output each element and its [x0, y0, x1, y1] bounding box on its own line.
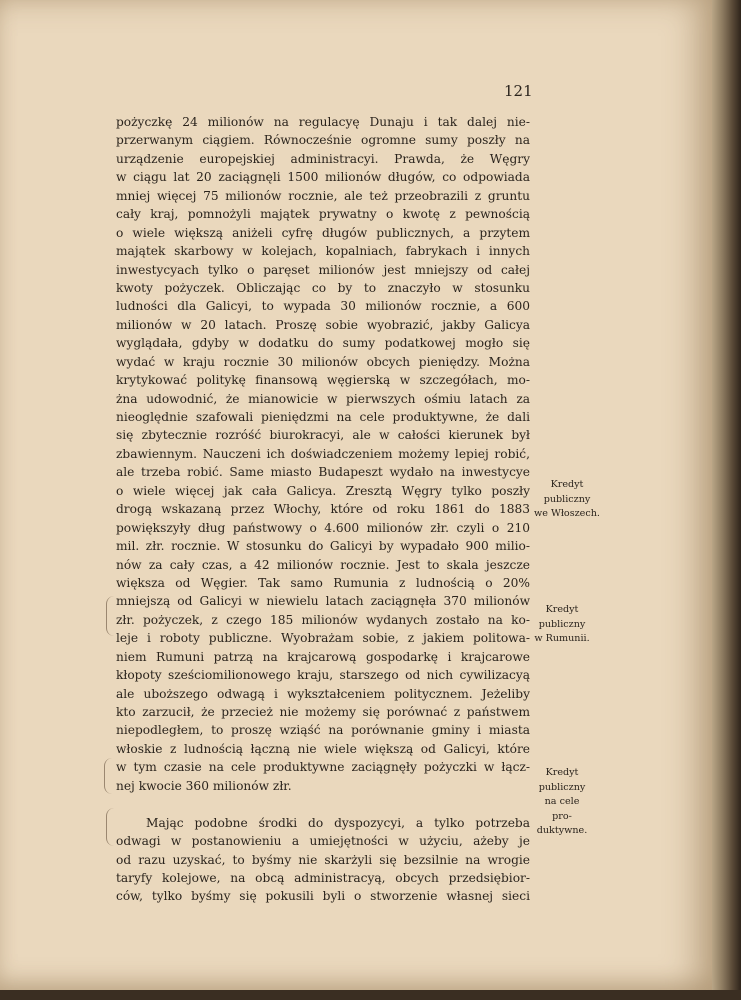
margin-note-line: publiczny	[538, 781, 586, 793]
text-line: kłopoty sześciomilionowego kraju, starszego od nich cywilizacyą	[116, 668, 530, 683]
margin-note-line: Kredyt	[550, 479, 584, 490]
text-line: od razu uzyskać, to byśmy nie skarżyli się bezsilnie na wrogie	[116, 852, 530, 867]
text-line: powiększyły dług państwowy o 4.600 milionów złr. czyli o 210	[116, 520, 530, 535]
text-line: milionów w 20 latach. Proszę sobie wyobrazić, jakby Galicya	[116, 317, 530, 332]
pencil-mark	[104, 758, 113, 794]
text-line: cały kraj, pomnożyli majątek prywatny o kwotę z pewnością	[116, 207, 530, 222]
margin-note-line: we Włoszech.	[534, 508, 600, 519]
margin-note-romania	[527, 603, 597, 647]
text-line: mil. złr. rocznie. W stosunku do Galicyi by wypadało 900 milio-	[116, 539, 530, 554]
text-line: o wiele więcej jak cała Galicya. Zresztą Węgry tylko poszły	[116, 483, 530, 498]
text-line: nów za cały czas, a 42 milionów rocznie. Jest to skala jeszcze	[116, 557, 530, 572]
text-line: leje i roboty publiczne. Wyobrażam sobie, z jakiem politowa-	[116, 631, 530, 646]
text-line: w ciągu lat 20 zaciągnęli 1500 milionów długów, co odpowiada	[116, 170, 530, 185]
text-line: Mając podobne środki do dyspozycyi, a tylko potrzeba	[146, 815, 530, 830]
paragraph-1	[116, 113, 530, 795]
text-line: mniej więcej 75 milionów rocznie, ale też przeobrazili z gruntu	[116, 188, 530, 203]
page-number: 121	[504, 82, 533, 100]
text-line: kwoty pożyczek. Obliczając co by to znaczyło w stosunku	[116, 280, 530, 295]
paragraph-gap	[116, 795, 530, 813]
text-line: wydać w kraju rocznie 30 milionów obcych pieniędzy. Można	[116, 354, 530, 369]
margin-note-italy	[532, 478, 602, 522]
text-line: inwestycyach tylko o paręset milionów jest mniejszy od całej	[116, 262, 530, 277]
text-line: taryfy kolejowe, na obcą administracyą, obcych przedsiębior-	[116, 870, 530, 885]
text-line: o wiele większą aniżeli cyfrę długów publicznych, a przytem	[116, 225, 530, 240]
text-line: nej kwocie 360 milionów złr.	[116, 778, 292, 793]
text-line: urządzenie europejskiej administracyi. Prawda, że Węgry	[116, 151, 530, 166]
margin-note-line: w Rumunii.	[534, 633, 590, 644]
text-line: niem Rumuni patrzą na krajcarową gospodarkę i krajcarowe	[116, 649, 530, 664]
text-line: drogą wskazaną przez Włochy, które od roku 1861 do 1883	[116, 502, 530, 517]
text-line: żna udowodnić, że mianowicie w pierwszych ośmiu latach za	[116, 391, 530, 406]
text-line: się zbytecznie rozróść biurokracyi, ale w całości kierunek był	[116, 428, 530, 443]
text-line: włoskie z ludnością łączną nie wiele większą od Galicyi, które	[116, 741, 530, 756]
margin-note-line: na cele	[544, 796, 580, 807]
body-text	[116, 113, 530, 906]
pencil-mark	[106, 596, 115, 636]
margin-note-line: pro-	[552, 810, 572, 822]
margin-note-line: Kredyt	[545, 767, 579, 778]
text-line: mniejszą od Galicyi w niewielu latach zaciągnęła 370 milionów	[116, 594, 530, 609]
text-line: zbawiennym. Nauczeni ich doświadczeniem możemy lepiej robić,	[116, 446, 530, 461]
text-line: złr. pożyczek, z czego 185 milionów wydanych zostało na ko-	[116, 612, 530, 627]
text-line: niepodległem, to proszę wziąść na porównanie gminy i miasta	[116, 723, 530, 738]
text-line: ale uboższego odwagą i wykształceniem politycznem. Jeżeliby	[116, 686, 530, 701]
text-line: nieoględnie szafowali pieniędzmi na cele produktywne, że dali	[116, 410, 530, 424]
book-edge	[712, 0, 741, 1000]
pencil-mark	[106, 808, 115, 846]
margin-note-line: Kredyt	[545, 604, 579, 615]
text-line: przerwanym ciągiem. Równocześnie ogromne sumy poszły na	[116, 133, 530, 148]
margin-note-line: publiczny	[543, 493, 591, 505]
text-line: pożyczkę 24 milionów na regulacyę Dunaju i tak dalej nie-	[116, 115, 530, 129]
text-line: ców, tylko byśmy się pokusili byli o stworzenie własnej sieci	[116, 889, 530, 904]
text-line: w tym czasie na cele produktywne zaciągnęły pożyczki w łącz-	[116, 760, 530, 775]
text-line: kto zarzucił, że przecież nie możemy się porównać z państwem	[116, 705, 530, 719]
text-line: ale trzeba robić. Same miasto Budapeszt wydało na inwestycye	[116, 465, 530, 480]
margin-note-line: duktywne.	[536, 825, 588, 836]
text-line: ludności dla Galicyi, to wypada 30 milionów rocznie, a 600	[116, 299, 530, 314]
margin-note-productive	[527, 766, 597, 839]
text-line: krytykować politykę finansową węgierską w szczegółach, mo-	[116, 373, 530, 388]
text-line: odwagi w postanowieniu a umiejętności w użyciu, ażeby je	[116, 834, 530, 849]
text-line: majątek skarbowy w kolejach, kopalniach, fabrykach i innych	[116, 244, 530, 259]
book-bottom-edge	[0, 990, 741, 1000]
paragraph-2	[116, 814, 530, 906]
text-line: wyglądała, gdyby w dodatku do sumy podatkowej mogło się	[116, 336, 530, 351]
margin-note-line: publiczny	[538, 618, 586, 630]
text-line: większa od Węgier. Tak samo Rumunia z ludnością o 20%	[116, 575, 530, 590]
